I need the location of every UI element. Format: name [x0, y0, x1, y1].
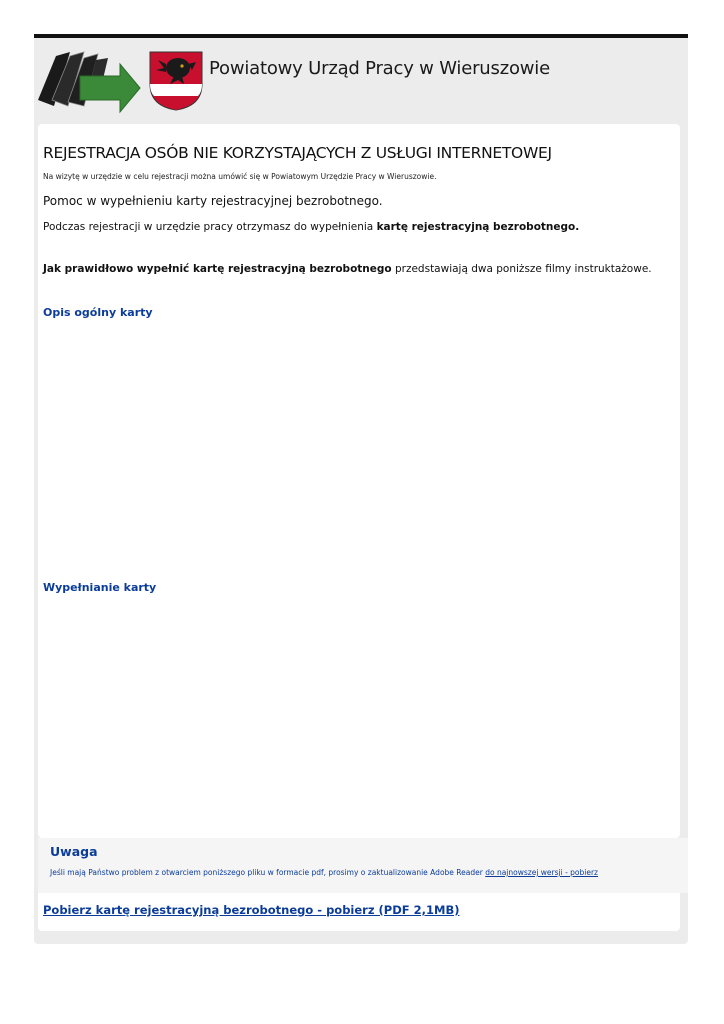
- notice-text-plain: Jeśli mają Państwo problem z otwarciem poniższego pliku w formacie pdf, prosimy o zaktualizowanie Adobe Reader: [50, 868, 486, 877]
- notice-text: [50, 868, 598, 877]
- download-pdf-link[interactable]: Pobierz kartę rejestracyjną bezrobotnego - pobierz (PDF 2,1MB): [43, 903, 460, 917]
- notice-title: Uwaga: [50, 844, 98, 859]
- registration-text-plain: Podczas rejestracji w urzędzie pracy otrzymasz do wypełnienia: [43, 221, 377, 233]
- adobe-reader-link[interactable]: do najnowszej wersji - pobierz: [485, 868, 598, 877]
- site-title: Powiatowy Urząd Pracy w Wieruszowie: [209, 58, 550, 79]
- appointment-note: Na wizytę w urzędzie w celu rejestracji można umówić się w Powiatowym Urzędzie Pracy w Wieruszowie.: [43, 172, 437, 181]
- pup-logo-icon[interactable]: [36, 48, 144, 114]
- page-container: [34, 34, 688, 944]
- download-box: [38, 893, 680, 931]
- page-title: REJESTRACJA OSÓB NIE KORZYSTAJĄCYCH Z USŁUGI INTERNETOWEJ: [43, 144, 552, 162]
- registration-text: [43, 221, 579, 233]
- main-content: [38, 124, 680, 838]
- instruction-text-plain: przedstawiają dwa poniższe filmy instruktażowe.: [391, 263, 652, 275]
- section-link-opis-ogolny[interactable]: Opis ogólny karty: [43, 306, 153, 319]
- video-embed-wypelnianie[interactable]: [43, 604, 643, 834]
- video-embed-opis-ogolny[interactable]: [43, 329, 643, 559]
- wieruszow-crest-icon: [148, 50, 204, 112]
- section-link-wypelnianie[interactable]: Wypełnianie karty: [43, 581, 157, 594]
- site-header: [34, 38, 688, 118]
- instruction-text-bold: Jak prawidłowo wypełnić kartę rejestracyjną bezrobotnego: [43, 263, 392, 275]
- notice-box: [38, 838, 688, 893]
- registration-text-bold: kartę rejestracyjną bezrobotnego.: [376, 221, 580, 233]
- help-line: Pomoc w wypełnieniu karty rejestracyjnej bezrobotnego.: [43, 194, 383, 208]
- instruction-text: [43, 263, 652, 275]
